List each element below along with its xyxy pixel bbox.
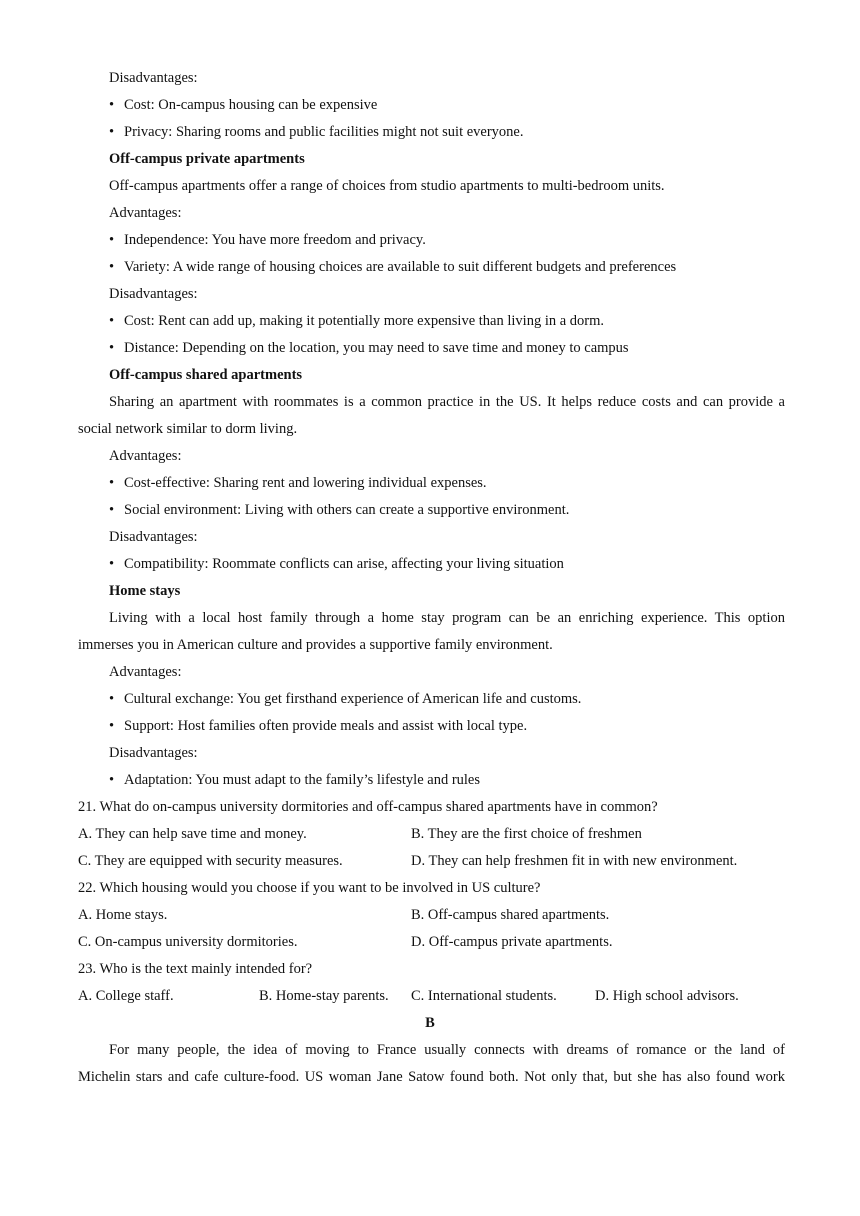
question-21-option-b: B. They are the first choice of freshmen bbox=[411, 826, 642, 842]
bullet-glyph: • bbox=[109, 340, 115, 356]
question-21-option-a: A. They can help save time and money. bbox=[78, 826, 307, 842]
bullet-glyph: • bbox=[109, 97, 115, 113]
shared-advantages-label: Advantages: bbox=[109, 448, 182, 464]
question-22-option-a: A. Home stays. bbox=[78, 907, 168, 923]
homestay-advantages-label: Advantages: bbox=[109, 664, 182, 680]
question-22-option-b: B. Off-campus shared apartments. bbox=[411, 907, 610, 923]
private-apartments-heading: Off-campus private apartments bbox=[109, 151, 305, 167]
bullet-item bbox=[0, 227, 860, 254]
bullet-item bbox=[0, 308, 860, 335]
shared-apartments-heading: Off-campus shared apartments bbox=[109, 367, 303, 383]
bullet-text: Adaptation: You must adapt to the family’s lifestyle and rules bbox=[124, 772, 481, 788]
bullet-item bbox=[0, 254, 860, 281]
bullet-glyph: • bbox=[109, 232, 115, 248]
bullet-text: Variety: A wide range of housing choices are available to suit different budgets and preferences bbox=[124, 259, 677, 275]
section-b-label: B bbox=[425, 1015, 435, 1031]
section-b-paragraph-line-1: For many people, the idea of moving to France usually connects with dreams of romance or the land of bbox=[109, 1042, 785, 1058]
bullet-text: Cost: On-campus housing can be expensive bbox=[124, 97, 378, 113]
bullet-item bbox=[0, 767, 860, 794]
shared-intro-line-1: Sharing an apartment with roommates is a common practice in the US. It helps reduce costs and can provide a bbox=[109, 394, 785, 410]
bullet-item bbox=[0, 335, 860, 362]
private-advantages-label: Advantages: bbox=[109, 205, 182, 221]
question-23-stem: 23. Who is the text mainly intended for? bbox=[78, 961, 313, 977]
bullet-text: Cultural exchange: You get firsthand experience of American life and customs. bbox=[124, 691, 582, 707]
bullet-item bbox=[0, 551, 860, 578]
question-23-option-a: A. College staff. bbox=[78, 988, 174, 1004]
bullet-text: Distance: Depending on the location, you may need to save time and money to campus bbox=[124, 340, 629, 356]
question-22-option-c: C. On-campus university dormitories. bbox=[78, 934, 298, 950]
bullet-item bbox=[0, 686, 860, 713]
bullet-glyph: • bbox=[109, 691, 115, 707]
question-22-stem: 22. Which housing would you choose if you want to be involved in US culture? bbox=[78, 880, 541, 896]
shared-intro-line-2: social network similar to dorm living. bbox=[78, 421, 298, 437]
bullet-item bbox=[0, 470, 860, 497]
bullet-item bbox=[0, 119, 860, 146]
question-21-option-d: D. They can help freshmen fit in with new environment. bbox=[411, 853, 738, 869]
bullet-text: Support: Host families often provide meals and assist with local type. bbox=[124, 718, 528, 734]
private-disadvantages-label: Disadvantages: bbox=[109, 286, 198, 302]
home-stays-heading: Home stays bbox=[109, 583, 181, 599]
bullet-item bbox=[0, 713, 860, 740]
bullet-glyph: • bbox=[109, 475, 115, 491]
bullet-item bbox=[0, 92, 860, 119]
bullet-glyph: • bbox=[109, 313, 115, 329]
question-23-option-c: C. International students. bbox=[411, 988, 557, 1004]
homestay-disadvantages-label: Disadvantages: bbox=[109, 745, 198, 761]
homestay-intro-line-1: Living with a local host family through a home stay program can be an enriching experience. This option bbox=[109, 610, 785, 626]
shared-disadvantages-label: Disadvantages: bbox=[109, 529, 198, 545]
bullet-text: Independence: You have more freedom and privacy. bbox=[124, 232, 426, 248]
question-21-option-c: C. They are equipped with security measures. bbox=[78, 853, 343, 869]
homestay-intro-line-2: immerses you in American culture and provides a supportive family environment. bbox=[78, 637, 553, 653]
bullet-text: Cost-effective: Sharing rent and lowering individual expenses. bbox=[124, 475, 487, 491]
bullet-text: Social environment: Living with others can create a supportive environment. bbox=[124, 502, 570, 518]
question-21-stem: 21. What do on-campus university dormitories and off-campus shared apartments have in common? bbox=[78, 799, 658, 815]
bullet-glyph: • bbox=[109, 772, 115, 788]
bullet-item bbox=[0, 497, 860, 524]
question-22-option-d: D. Off-campus private apartments. bbox=[411, 934, 613, 950]
bullet-text: Privacy: Sharing rooms and public facilities might not suit everyone. bbox=[124, 124, 524, 140]
bullet-glyph: • bbox=[109, 502, 115, 518]
private-apartments-intro: Off-campus apartments offer a range of choices from studio apartments to multi-bedroom units. bbox=[109, 178, 665, 194]
bullet-glyph: • bbox=[109, 556, 115, 572]
bullet-glyph: • bbox=[109, 124, 115, 140]
dorm-disadvantages-label: Disadvantages: bbox=[109, 70, 198, 86]
bullet-text: Cost: Rent can add up, making it potentially more expensive than living in a dorm. bbox=[124, 313, 605, 329]
bullet-glyph: • bbox=[109, 259, 115, 275]
bullet-text: Compatibility: Roommate conflicts can arise, affecting your living situation bbox=[124, 556, 564, 572]
question-23-option-d: D. High school advisors. bbox=[595, 988, 739, 1004]
question-23-option-b: B. Home-stay parents. bbox=[259, 988, 389, 1004]
bullet-glyph: • bbox=[109, 718, 115, 734]
section-b-paragraph-line-2: Michelin stars and cafe culture-food. US woman Jane Satow found both. Not only that, but she has also found work bbox=[78, 1069, 785, 1085]
